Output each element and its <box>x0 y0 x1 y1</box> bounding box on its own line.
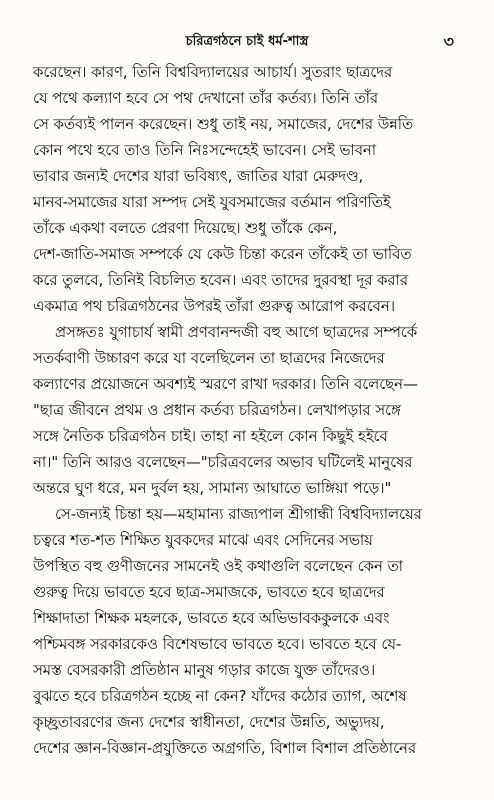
text-line: করেছেন। কারণ, তিনি বিশ্ববিদ্যালয়ের আচার্য। সুতরাং ছাত্রদের <box>33 64 393 81</box>
text-line: দেশের জ্ঞান-বিজ্ঞান-প্রযুক্তিতে অগ্রগতি, বিশাল বিশাল প্রতিষ্ঠানের <box>33 740 417 757</box>
text-line: কৃচ্ছ্রতাবরণের জন্য দেশের স্বাধীনতা, দেশের উন্নতি, অভ্যুদয়, <box>33 714 385 731</box>
text-line: অন্তরে ঘুণ ধরে, মন দুর্বল হয়, সামান্য আঘাতে ভাঙ্গিয়া পড়ে।" <box>33 480 392 497</box>
text-line: প্রসঙ্গতঃ যুগাচার্য স্বামী প্রণবানন্দজী বহু আগে ছাত্রদের সম্পর্কে <box>55 324 418 341</box>
text-line: সঙ্গে নৈতিক চরিত্রগঠন চাই। তাহা না হইলে কোন কিছুই হইবে <box>33 428 388 445</box>
running-title: চরিত্রগঠনে চাই ধর্ম-শাস্ত্র <box>185 34 309 49</box>
text-line: শিক্ষাদাতা শিক্ষক মহলকে, ভাবতে হবে অভিভাবককুলকে এবং <box>33 610 390 627</box>
text-line: কল্যাণের প্রয়োজনে অবশ্যই স্মরণে রাখা দরকার। তিনি বলেছেন— <box>33 376 418 393</box>
body-text <box>33 60 461 762</box>
text-line: তাঁকে একথা বলতে প্রেরণা দিয়েছে। শুধু তাঁকে কেন, <box>33 220 338 237</box>
text-line: ভাবার জন্যই দেশের যারা ভবিষ্যৎ, জাতির যারা মেরুদণ্ড, <box>33 168 364 185</box>
page-header <box>0 30 494 54</box>
page-number: ৩ <box>443 32 454 51</box>
text-line: বুঝতে হবে চরিত্রগঠন হচ্ছে না কেন? যাঁদের কঠোর ত্যাগ, অশেষ <box>33 688 407 705</box>
text-line: একমাত্র পথ চরিত্রগঠনের উপরই তাঁরা গুরুত্ব আরোপ করবেন। <box>33 298 395 315</box>
text-line: করে তুলবে, তিনিই বিচলিত হবেন। এবং তাদের দুরবস্থা দূর করার <box>33 272 408 289</box>
text-line: সমস্ত বেসরকারী প্রতিষ্ঠান মানুষ গড়ার কাজে যুক্ত তাঁদেরও। <box>33 662 376 679</box>
text-line: মানব-সমাজের যারা সম্পদ সেই যুবসমাজের বর্তমান পরিণতিই <box>33 194 391 211</box>
text-line: চত্বরে শত-শত শিক্ষিত যুবকদের মাঝে এবং সেদিনের সভায় <box>33 532 373 549</box>
text-line: দেশ-জাতি-সমাজ সম্পর্কে যে কেউ চিন্তা করেন তাঁকেই তা ভাবিত <box>33 246 412 263</box>
text-line: সে-জন্যই চিন্তা হয়—মহামান্য রাজ্যপাল শ্রীগান্ধী বিশ্ববিদ্যালয়ের <box>55 506 422 523</box>
text-line: উপস্থিত বহু গুণীজনের সামনেই ওই কথাগুলি বলেছেন কেন তা <box>33 558 403 575</box>
text-line: কোন পথে হবে তাও তিনি নিঃসন্দেহেই ভাবেন। সেই ভাবনা <box>33 142 377 159</box>
text-line: সতর্কবাণী উচ্চারণ করে যা বলেছিলেন তা ছাত্রদের নিজেদের <box>33 350 385 367</box>
text-line: না।" তিনি আরও বলেছেন—"চরিত্রবলের অভাব ঘটিলেই মানুষের <box>33 454 413 471</box>
text-line: গুরুত্ব দিয়ে ভাবতে হবে ছাত্র-সমাজকে, ভাবতে হবে ছাত্রদের <box>33 584 385 601</box>
text-line: "ছাত্র জীবনে প্রথম ও প্রধান কর্তব্য চরিত্রগঠন। লেখাপড়ার সঙ্গে <box>33 402 401 419</box>
text-line: সে কর্তব্যই পালন করেছেন। শুধু তাই নয়, সমাজের, দেশের উন্নতি <box>33 116 414 133</box>
text-line: যে পথে কল্যাণ হবে সে পথ দেখানো তাঁর কর্তব্য। তিনি তাঁর <box>33 90 378 107</box>
text-line: পশ্চিমবঙ্গ সরকারকেও বিশেষভাবে ভাবতে হবে। ভাবতে হবে যে- <box>33 636 402 653</box>
